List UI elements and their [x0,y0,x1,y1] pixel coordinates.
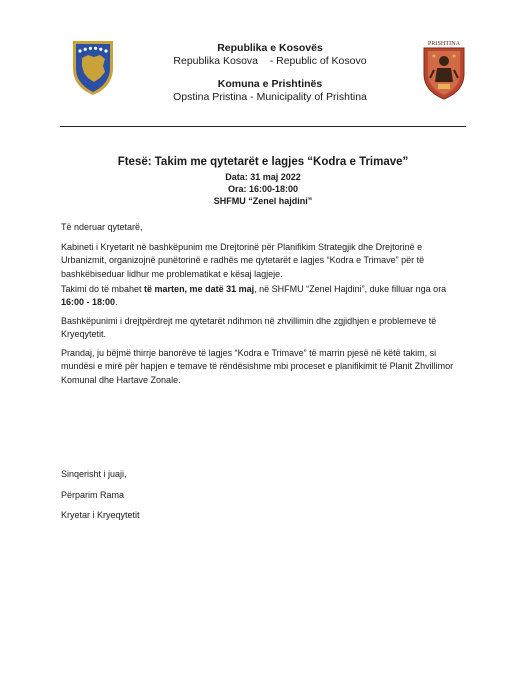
meeting-place: SHFMU “Zenel hajdini” [213,196,313,206]
emblem-caption: PRISHTINA [427,40,461,47]
signatory-role: Kryetar i Kryeqytetit [61,510,140,520]
paragraph-cooperation: Bashkëpunimi i drejtpërdrejt me qytetarët ndihmon në zhvillimin dhe zgjidhjen e problemeve të Kryeqytetit. [61,316,437,340]
details-time-bold: 16:00 - 18:00 [61,297,116,308]
paragraph-call-to-action: Prandaj, ju bëjmë thirrje banorëve të lagjes “Kodra e Trimave” të marrin pjesë në këtë takim, si mundësi e mirë për hapjen e temave të rëndësishme mbi proceset e planifikimit të Planit Zhvillimor Komunal dhe Hartave Zonale. [61,348,454,385]
header-divider [60,126,466,127]
details-date-bold: të marten, me datë 31 maj [144,284,255,294]
meeting-time: Ora: 16:00-18:00 [227,184,299,194]
signatory-name: Përparim Rama [61,490,125,500]
header-municipality-sr-en: Opstina Pristina - Municipality of Prishtina [173,91,367,103]
meeting-date: Data: 31 maj 2022 [225,172,301,182]
header-republic-sr-en: Republika Kosova - Republic of Kosovo [173,55,367,67]
closing-salutation: Sinqerisht i juaji, [61,469,127,479]
paragraph-intro: Kabineti i Kryetarit në bashkëpunim me Drejtorinë për Planifikim Strategjik dhe Drejtorinë e Urbanizmit, organizojnë punëtorinë e radhës me qytetarët e lagjes “Kodra e Trimave” për të bashkëbiseduar lidhur me problematikat e kësaj lagjeje. [61,242,425,279]
prishtina-coat-of-arms-icon [420,38,468,100]
details-text: . [115,297,118,308]
paragraph-meeting-details [61,283,469,310]
kosovo-coat-of-arms-icon [70,38,116,96]
details-text: , në SHFMU “Zenel Hajdini”, duke filluar nga ora [254,284,447,294]
greeting: Të nderuar qytetarë, [61,222,143,232]
header-republic-sq: Republika e Kosovës [217,42,323,54]
details-text: Takimi do të mbahet [61,284,145,294]
invitation-title: Ftesë: Takim me qytetarët e lagjes “Kodra e Trimave” [117,156,409,168]
header-municipality-sq: Komuna e Prishtinës [217,78,323,90]
